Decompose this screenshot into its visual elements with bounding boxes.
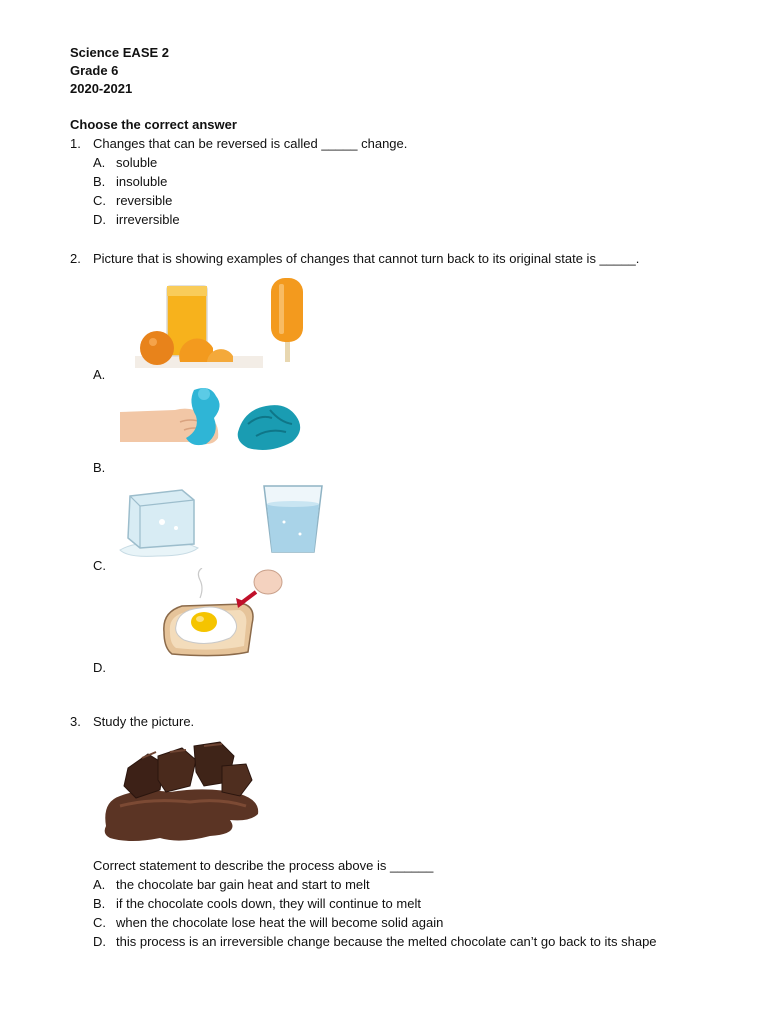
question-number: 2.	[70, 251, 81, 266]
option-letter: C.	[93, 558, 106, 573]
option-text: insoluble	[116, 174, 168, 189]
statement-prompt: Correct statement to describe the process above is ______	[93, 858, 434, 873]
doc-grade: Grade 6	[70, 63, 119, 78]
doc-year: 2020-2021	[70, 81, 133, 96]
option-text: this process is an irreversible change because the melted chocolate can’t go back to its shape	[116, 934, 657, 949]
option-letter: B.	[93, 460, 106, 475]
option-letter: B.	[93, 896, 106, 911]
option-letter: D.	[93, 660, 106, 675]
option-letter: A.	[93, 367, 106, 382]
instruction: Choose the correct answer	[70, 117, 237, 132]
option-letter: D.	[93, 934, 106, 949]
option-text: when the chocolate lose heat the will become solid again	[116, 915, 444, 930]
melting-chocolate-picture	[100, 740, 265, 846]
option-text: the chocolate bar gain heat and start to melt	[116, 877, 370, 892]
option-text: reversible	[116, 193, 173, 208]
option-text: soluble	[116, 155, 158, 170]
option-letter: A.	[93, 155, 106, 170]
option-text: irreversible	[116, 212, 180, 227]
orange-juice-and-ice-pop-picture	[135, 278, 310, 370]
question-text: Changes that can be reversed is called _____ change.	[93, 136, 408, 151]
question-number: 1.	[70, 136, 81, 151]
option-letter: C.	[93, 915, 106, 930]
melting-ice-and-glass-of-water-picture	[118, 482, 328, 560]
fried-egg-on-bread-picture	[160, 568, 290, 660]
option-letter: D.	[93, 212, 106, 227]
option-letter: B.	[93, 174, 106, 189]
question-number: 3.	[70, 714, 81, 729]
option-letter: C.	[93, 193, 106, 208]
hand-squeezing-clay-picture	[120, 382, 320, 464]
question-text: Study the picture.	[93, 714, 195, 729]
option-letter: A.	[93, 877, 106, 892]
question-text: Picture that is showing examples of changes that cannot turn back to its original state is _____.	[93, 251, 640, 266]
doc-subject: Science EASE 2	[70, 45, 169, 60]
option-text: if the chocolate cools down, they will continue to melt	[116, 896, 421, 911]
